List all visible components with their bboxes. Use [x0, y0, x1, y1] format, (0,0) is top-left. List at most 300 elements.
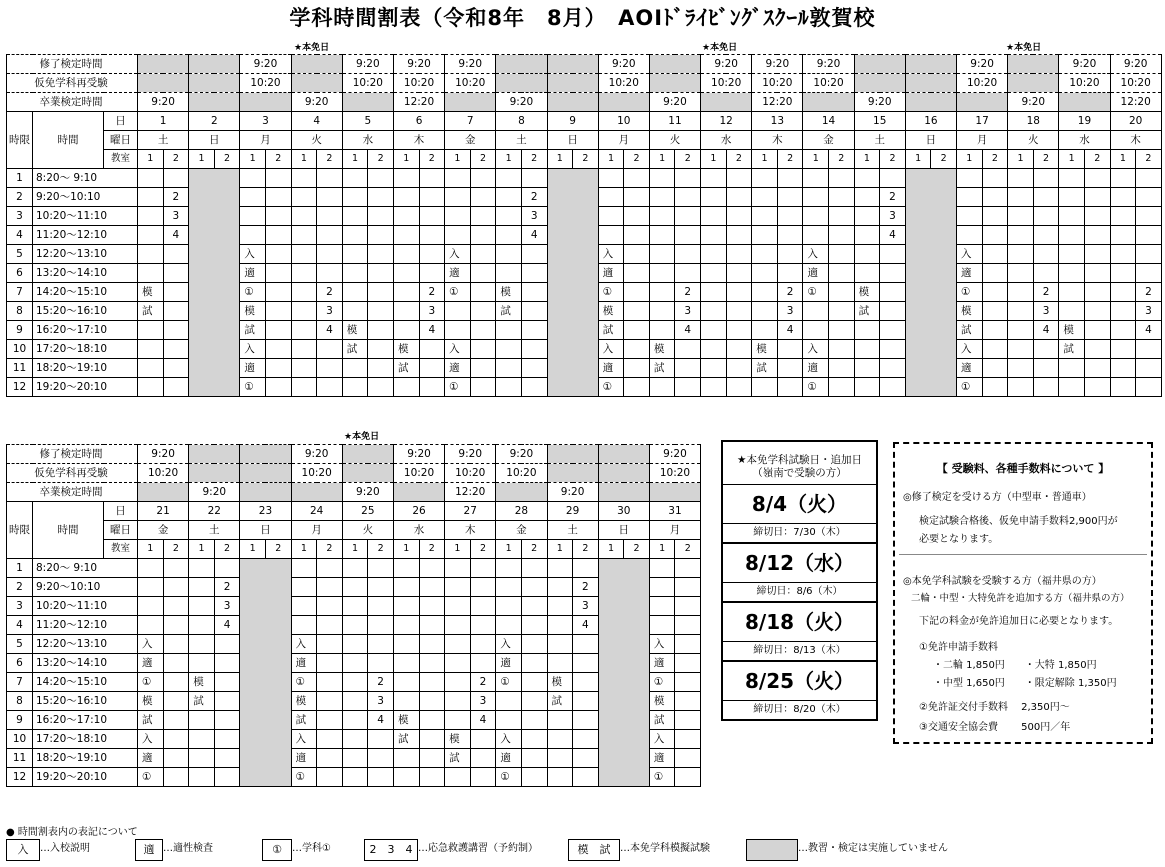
schedule-cell: [726, 340, 752, 359]
weekday: 月: [957, 131, 1008, 150]
weekday: 木: [1110, 131, 1161, 150]
schedule-cell: 試: [138, 302, 164, 321]
schedule-cell: [214, 692, 240, 711]
period-number: 10: [7, 730, 33, 749]
schedule-cell: [342, 359, 368, 378]
info-time: 9:20: [342, 55, 393, 74]
schedule-cell: [701, 264, 727, 283]
schedule-cell: 2: [675, 283, 701, 302]
schedule-cell: [342, 378, 368, 397]
schedule-cell: [573, 692, 599, 711]
schedule-cell: [368, 749, 394, 768]
room-number: 1: [138, 540, 164, 559]
schedule-cell: [547, 559, 573, 578]
schedule-cell: [1033, 378, 1059, 397]
info-time: [342, 464, 393, 483]
schedule-cell: [496, 559, 522, 578]
period-row: [7, 559, 701, 578]
schedule-cell: 4: [368, 711, 394, 730]
room-number: 2: [419, 150, 445, 169]
schedule-cell: [214, 654, 240, 673]
exam-deadline: 締切日：7/30（木）: [753, 527, 846, 538]
schedule-cell: [854, 188, 880, 207]
schedule-cell: [419, 340, 445, 359]
schedule-cell: [342, 283, 368, 302]
schedule-cell: 2: [1033, 283, 1059, 302]
schedule-cell: [342, 673, 368, 692]
schedule-cell: [726, 302, 752, 321]
room-number: 2: [265, 150, 291, 169]
youbi-label: 曜日: [104, 521, 138, 540]
schedule-cell: [189, 730, 215, 749]
schedule-cell: ①: [445, 283, 471, 302]
schedule-cell: [291, 378, 317, 397]
schedule-cell: [1110, 264, 1136, 283]
schedule-cell: 入: [240, 245, 266, 264]
schedule-cell: [982, 359, 1008, 378]
info-time: 9:20: [445, 445, 496, 464]
schedule-cell: [393, 207, 419, 226]
schedule-cell: [189, 749, 215, 768]
period-row: [7, 169, 1162, 188]
period-time: 15:20～16:10: [33, 302, 138, 321]
schedule-cell: [752, 245, 778, 264]
period-time: 13:20～14:10: [33, 654, 138, 673]
room-row: [7, 540, 701, 559]
schedule-cell: [291, 559, 317, 578]
schedule-cell: 4: [521, 226, 547, 245]
schedule-cell: 4: [1136, 321, 1162, 340]
schedule-cell: [393, 188, 419, 207]
schedule-cell: [470, 597, 496, 616]
schedule-cell: ①: [957, 378, 983, 397]
info-time: 12:20: [1110, 93, 1161, 112]
schedule-cell: 模: [598, 302, 624, 321]
kyoshitsu-label: 教室: [104, 540, 138, 559]
room-number: 2: [982, 150, 1008, 169]
schedule-cell: [777, 226, 803, 245]
period-time: 10:20～11:10: [33, 597, 138, 616]
day-number: 11: [649, 112, 700, 131]
schedule-cell: [1008, 245, 1034, 264]
schedule-cell: [368, 578, 394, 597]
legend-box: ①: [262, 839, 292, 861]
schedule-cell: 模: [649, 692, 675, 711]
period-row: [7, 616, 701, 635]
schedule-cell: [470, 768, 496, 787]
room-number: 1: [342, 150, 368, 169]
schedule-cell: [496, 169, 522, 188]
schedule-cell: [1033, 207, 1059, 226]
schedule-cell: [701, 321, 727, 340]
period-time: 14:20～15:10: [33, 283, 138, 302]
schedule-cell: [368, 340, 394, 359]
info-time: 9:20: [291, 93, 342, 112]
info-time: [240, 445, 291, 464]
schedule-cell: [445, 711, 471, 730]
schedule-cell: 2: [777, 283, 803, 302]
schedule-cell: 4: [163, 226, 189, 245]
schedule-cell: [829, 283, 855, 302]
schedule-cell: 2: [470, 673, 496, 692]
schedule-cell: [317, 749, 343, 768]
schedule-cell: 模: [547, 673, 573, 692]
info-time: [189, 74, 240, 93]
schedule-cell: [675, 768, 701, 787]
schedule-cell: [163, 749, 189, 768]
schedule-cell: [393, 302, 419, 321]
legend-box: 入: [6, 839, 40, 861]
period-number: 3: [7, 207, 33, 226]
room-number: 1: [445, 540, 471, 559]
schedule-cell: [649, 283, 675, 302]
schedule-cell: [726, 188, 752, 207]
schedule-cell: [265, 207, 291, 226]
schedule-cell: [829, 207, 855, 226]
schedule-cell: 適: [445, 264, 471, 283]
schedule-cell: [419, 673, 445, 692]
info-time: [547, 464, 598, 483]
schedule-cell: [496, 359, 522, 378]
schedule-cell: [1136, 340, 1162, 359]
schedule-cell: [470, 169, 496, 188]
period-row: [7, 692, 701, 711]
schedule-cell: [240, 226, 266, 245]
timetable-2: [6, 444, 701, 787]
schedule-cell: 適: [138, 749, 164, 768]
schedule-cell: [675, 559, 701, 578]
legend-box: 模 試: [568, 839, 620, 861]
exam-deadline: 締切日：8/20（木）: [753, 704, 846, 715]
legend-text: …応急救護講習（予約制）: [418, 843, 538, 854]
schedule-cell: [393, 264, 419, 283]
schedule-cell: [521, 359, 547, 378]
day-number: 7: [445, 112, 496, 131]
schedule-cell: 適: [803, 264, 829, 283]
schedule-cell: [291, 226, 317, 245]
schedule-cell: 2: [163, 188, 189, 207]
schedule-cell: [1084, 340, 1110, 359]
fee-title: 【 受験料、各種手数料について 】: [936, 462, 1110, 475]
schedule-cell: [675, 616, 701, 635]
day-number: 10: [598, 112, 649, 131]
schedule-cell: [393, 245, 419, 264]
day-number: 2: [189, 112, 240, 131]
schedule-cell: [1033, 188, 1059, 207]
schedule-cell: [496, 340, 522, 359]
schedule-cell: ①: [138, 768, 164, 787]
info-time: [189, 55, 240, 74]
room-number: 1: [393, 150, 419, 169]
schedule-cell: [982, 264, 1008, 283]
room-number: 2: [419, 540, 445, 559]
schedule-cell: [752, 378, 778, 397]
schedule-cell: 適: [291, 749, 317, 768]
schedule-cell: [445, 169, 471, 188]
schedule-cell: [393, 616, 419, 635]
schedule-cell: [675, 654, 701, 673]
schedule-cell: [521, 245, 547, 264]
schedule-cell: [317, 654, 343, 673]
schedule-cell: [470, 302, 496, 321]
schedule-cell: [1033, 359, 1059, 378]
schedule-cell: [445, 654, 471, 673]
schedule-cell: [470, 226, 496, 245]
schedule-cell: [880, 283, 906, 302]
schedule-cell: [957, 207, 983, 226]
schedule-cell: 模: [957, 302, 983, 321]
room-number: 1: [240, 150, 266, 169]
schedule-cell: [1008, 283, 1034, 302]
schedule-cell: [547, 730, 573, 749]
schedule-cell: [624, 207, 650, 226]
schedule-cell: [547, 635, 573, 654]
info-time: [905, 74, 956, 93]
schedule-cell: [342, 692, 368, 711]
room-number: 1: [240, 540, 266, 559]
schedule-cell: [470, 264, 496, 283]
room-number: 1: [598, 540, 624, 559]
schedule-cell: [342, 616, 368, 635]
info-time: [649, 483, 700, 502]
schedule-cell: [317, 635, 343, 654]
schedule-cell: [368, 264, 394, 283]
schedule-cell: [419, 597, 445, 616]
period-number: 11: [7, 749, 33, 768]
schedule-cell: [419, 188, 445, 207]
schedule-cell: [214, 768, 240, 787]
schedule-cell: [163, 711, 189, 730]
schedule-cell: [521, 730, 547, 749]
day-number: 4: [291, 112, 342, 131]
schedule-cell: [291, 169, 317, 188]
schedule-cell: [445, 692, 471, 711]
schedule-cell: [496, 711, 522, 730]
day-number: 19: [1059, 112, 1110, 131]
schedule-cell: [163, 359, 189, 378]
schedule-cell: [138, 207, 164, 226]
info-label: 修了検定時間: [7, 445, 138, 464]
schedule-cell: [138, 245, 164, 264]
schedule-cell: 入: [138, 635, 164, 654]
fee-text: 検定試験合格後、仮免申請手数料2,900円が: [919, 516, 1118, 527]
schedule-cell: ①: [138, 673, 164, 692]
schedule-cell: 試: [445, 749, 471, 768]
day-number: 23: [240, 502, 291, 521]
info-label: 修了検定時間: [7, 55, 138, 74]
period-time: 14:20～15:10: [33, 673, 138, 692]
schedule-cell: [649, 597, 675, 616]
schedule-cell: 試: [649, 359, 675, 378]
schedule-cell: 適: [496, 654, 522, 673]
schedule-cell: 適: [803, 359, 829, 378]
schedule-cell: [649, 264, 675, 283]
period-time: 17:20～18:10: [33, 340, 138, 359]
period-time: 13:20～14:10: [33, 264, 138, 283]
schedule-cell: [1110, 169, 1136, 188]
schedule-cell: 試: [649, 711, 675, 730]
room-number: 2: [777, 150, 803, 169]
schedule-cell: 3: [880, 207, 906, 226]
info-time: [598, 93, 649, 112]
info-time: 10:20: [445, 74, 496, 93]
schedule-cell: [445, 597, 471, 616]
schedule-cell: [291, 321, 317, 340]
schedule-cell: [317, 226, 343, 245]
schedule-cell: [240, 169, 266, 188]
period-time: 19:20～20:10: [33, 768, 138, 787]
fee-box: [893, 442, 1153, 744]
period-time: 9:20～10:10: [33, 578, 138, 597]
schedule-cell: [598, 226, 624, 245]
schedule-cell: 試: [138, 711, 164, 730]
schedule-cell: [189, 635, 215, 654]
day-number: 9: [547, 112, 598, 131]
period-row: [7, 730, 701, 749]
info-time: [342, 93, 393, 112]
schedule-cell: [982, 321, 1008, 340]
legend-heading: ● 時間割表内の表記について: [6, 827, 138, 838]
day-number: 17: [957, 112, 1008, 131]
schedule-cell: 2: [880, 188, 906, 207]
period-number: 10: [7, 340, 33, 359]
schedule-cell: [1059, 359, 1085, 378]
schedule-cell: [598, 207, 624, 226]
exam-date-box: [721, 440, 878, 721]
schedule-cell: [1059, 169, 1085, 188]
schedule-cell: 4: [573, 616, 599, 635]
period-time: 11:20～12:10: [33, 226, 138, 245]
schedule-cell: [752, 169, 778, 188]
fee-text: ・二輪 1,850円 ・大特 1,850円: [933, 660, 1097, 671]
schedule-cell: [163, 768, 189, 787]
youbi-label: 曜日: [104, 131, 138, 150]
schedule-cell: 試: [342, 340, 368, 359]
weekday: 日: [189, 131, 240, 150]
schedule-cell: [803, 188, 829, 207]
weekday: 日: [240, 521, 291, 540]
schedule-cell: [547, 597, 573, 616]
info-time: [240, 464, 291, 483]
room-number: 2: [624, 150, 650, 169]
schedule-cell: [726, 169, 752, 188]
schedule-cell: [777, 340, 803, 359]
schedule-cell: [470, 321, 496, 340]
schedule-cell: ①: [803, 283, 829, 302]
schedule-cell: [521, 597, 547, 616]
weekday: 日: [547, 131, 598, 150]
schedule-cell: [982, 169, 1008, 188]
weekday: 水: [393, 521, 444, 540]
schedule-cell: ①: [649, 673, 675, 692]
schedule-cell: [265, 340, 291, 359]
schedule-cell: [496, 616, 522, 635]
schedule-cell: 3: [573, 597, 599, 616]
fee-text: ③交通安全協会費 500円／年: [919, 722, 1071, 733]
schedule-cell: [521, 302, 547, 321]
fee-text: ②免許証交付手数料 2,350円～: [919, 702, 1070, 713]
schedule-cell: [675, 730, 701, 749]
schedule-cell: [470, 378, 496, 397]
jigen-header: 時限: [7, 502, 33, 559]
schedule-cell: [419, 207, 445, 226]
schedule-cell: 模: [1059, 321, 1085, 340]
schedule-cell: [1059, 188, 1085, 207]
schedule-cell: [445, 559, 471, 578]
schedule-cell: [777, 207, 803, 226]
info-time: 10:20: [445, 464, 496, 483]
legend-text: …学科①: [292, 843, 331, 854]
schedule-cell: [317, 559, 343, 578]
schedule-cell: [1084, 264, 1110, 283]
weekday: 月: [649, 521, 700, 540]
schedule-cell: [496, 321, 522, 340]
schedule-cell: [1033, 264, 1059, 283]
period-time: 15:20～16:10: [33, 692, 138, 711]
schedule-cell: 模: [445, 730, 471, 749]
info-time: 9:20: [189, 483, 240, 502]
exam-deadline: 締切日：8/13（木）: [753, 645, 846, 656]
schedule-cell: [726, 245, 752, 264]
schedule-cell: [342, 749, 368, 768]
info-time: 9:20: [598, 55, 649, 74]
schedule-cell: 3: [675, 302, 701, 321]
room-number: 2: [1033, 150, 1059, 169]
schedule-cell: [368, 302, 394, 321]
room-number: 1: [445, 150, 471, 169]
schedule-cell: [649, 321, 675, 340]
weekday: 月: [240, 131, 291, 150]
schedule-cell: [496, 245, 522, 264]
schedule-cell: [701, 283, 727, 302]
schedule-cell: [368, 730, 394, 749]
schedule-cell: [829, 302, 855, 321]
schedule-cell: [726, 226, 752, 245]
schedule-cell: [317, 616, 343, 635]
info-label: 卒業検定時間: [7, 483, 138, 502]
schedule-cell: ①: [496, 673, 522, 692]
schedule-cell: [803, 302, 829, 321]
schedule-cell: [291, 302, 317, 321]
schedule-cell: [547, 768, 573, 787]
schedule-cell: 試: [291, 711, 317, 730]
schedule-cell: [342, 635, 368, 654]
schedule-cell: [1059, 302, 1085, 321]
info-time: [598, 464, 649, 483]
schedule-cell: [265, 188, 291, 207]
schedule-cell: [726, 264, 752, 283]
room-number: 2: [368, 150, 394, 169]
fee-text: ①免許申請手数料: [919, 642, 998, 653]
schedule-cell: [1008, 340, 1034, 359]
schedule-cell: [854, 340, 880, 359]
schedule-cell: [675, 264, 701, 283]
schedule-cell: [445, 578, 471, 597]
schedule-cell: [419, 749, 445, 768]
schedule-cell: [624, 302, 650, 321]
period-number: 12: [7, 768, 33, 787]
schedule-cell: [675, 597, 701, 616]
schedule-cell: [189, 654, 215, 673]
schedule-cell: 適: [957, 264, 983, 283]
schedule-cell: [982, 378, 1008, 397]
schedule-cell: [163, 559, 189, 578]
schedule-cell: [1084, 321, 1110, 340]
schedule-cell: [521, 692, 547, 711]
room-number: 2: [265, 540, 291, 559]
schedule-cell: [368, 226, 394, 245]
schedule-cell: [496, 378, 522, 397]
